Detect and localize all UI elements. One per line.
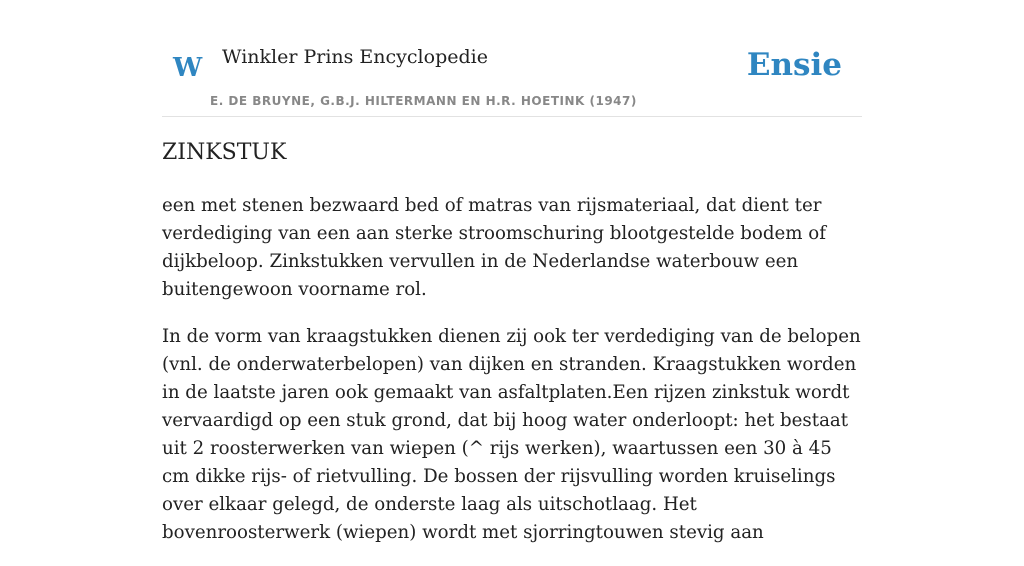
header [162,0,862,117]
page [162,0,862,543]
article-paragraph: een met stenen bezwaard bed of matras van rijsmateriaal, dat dient ter verdediging van een aan sterke stroomschuring blootgestelde bodem of dijkbeloop. Zinkstukken vervullen in de Nederlandse waterbouw een buitengewoon voorname rol. [162,195,826,300]
publication-logo[interactable]: W [173,53,203,83]
article-paragraph: In de vorm van kraagstukken dienen zij ook ter verdediging van de belopen (vnl. de onderwaterbelopen) van dijken en stranden. Kraagstukken worden in de laatste jaren ook gemaakt van asfaltplaten.Een rijzen zinkstuk wordt vervaardigd op een stuk grond, dat bij hoog water onderloopt: het bestaat uit 2 roosterwerken van wiepen (^ rijs werken), waartussen een 30 à 45 cm dikke rijs- of rietvulling. De bossen der rijsvulling worden kruiselings over elkaar gelegd, de onderste laag als uitschotlaag. Het bovenroosterwerk (wiepen) wordt met sjorringtouwen stevig aan [162,326,861,543]
publication-authors: E. DE BRUYNE, G.B.J. HILTERMANN EN H.R. HOETINK (1947) [210,94,637,108]
article-body [162,192,862,566]
article-title: ZINKSTUK [162,140,287,165]
ensie-logo[interactable]: Ensie [746,47,842,83]
publication-title[interactable]: Winkler Prins Encyclopedie [222,46,488,68]
